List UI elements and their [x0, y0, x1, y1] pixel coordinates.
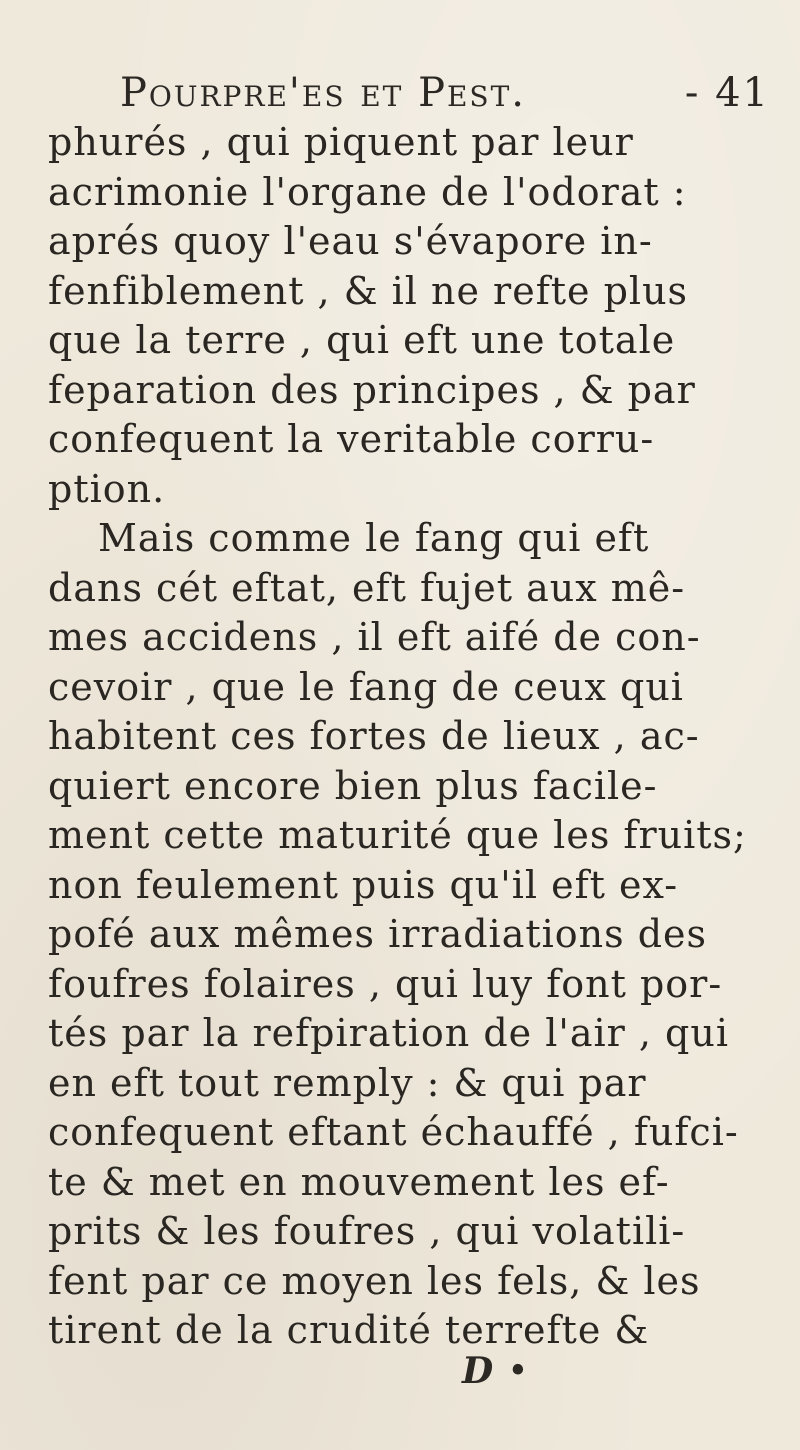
text-line: te & met en mouvement les ef-: [48, 1159, 670, 1204]
folio-separator: -: [684, 70, 701, 116]
text-line: tirent de la crudité terrefte &: [48, 1308, 650, 1352]
text-line: acrimonie l'organe de l'odorat :: [48, 169, 687, 214]
signature-letter: D: [462, 1350, 494, 1392]
folio: [685, 70, 770, 116]
body-text: [48, 118, 768, 1356]
text-line: phurés , qui piquent par leur: [48, 120, 634, 164]
paragraph-start-line: Mais comme le fang qui eft: [98, 516, 650, 560]
text-line: ption.: [48, 466, 166, 511]
text-line: cevoir , que le fang de ceux qui: [48, 664, 684, 709]
text-line: confequent eftant échauffé , fufci-: [48, 1110, 739, 1154]
running-head: [120, 70, 770, 120]
page-number: 41: [715, 70, 770, 116]
signature-dot: •: [507, 1351, 529, 1392]
text-line: fent par ce moyen les fels, & les: [48, 1258, 701, 1303]
running-title: Pourpre'es et Pest.: [120, 70, 526, 116]
text-line: dans cét eftat, eft fujet aux mê-: [48, 565, 686, 610]
text-line: foufres folaires , qui luy font por-: [48, 961, 723, 1006]
text-line: quiert encore bien plus facile-: [48, 763, 658, 808]
text-line: prits & les foufres , qui volatili-: [48, 1209, 686, 1253]
text-line: mes accidens , il eft aifé de con-: [48, 615, 701, 659]
signature-mark: [462, 1350, 528, 1392]
text-line: feparation des principes , & par: [48, 367, 696, 412]
text-line: non feulement puis qu'il eft ex-: [48, 862, 679, 907]
text-line: aprés quoy l'eau s'évapore in-: [48, 219, 653, 263]
text-line: fenfiblement , & il ne refte plus: [48, 268, 689, 313]
text-line: confequent la veritable corru-: [48, 417, 655, 461]
text-line: habitent ces fortes de lieux , ac-: [48, 714, 700, 758]
text-line: pofé aux mêmes irradiations des: [48, 912, 708, 956]
text-line: en eft tout remply : & qui par: [48, 1060, 647, 1105]
text-line: ment cette maturité que les fruits;: [48, 813, 747, 857]
text-line: tés par la refpiration de l'air , qui: [48, 1011, 729, 1055]
text-line: que la terre , qui eft une totale: [48, 318, 676, 362]
